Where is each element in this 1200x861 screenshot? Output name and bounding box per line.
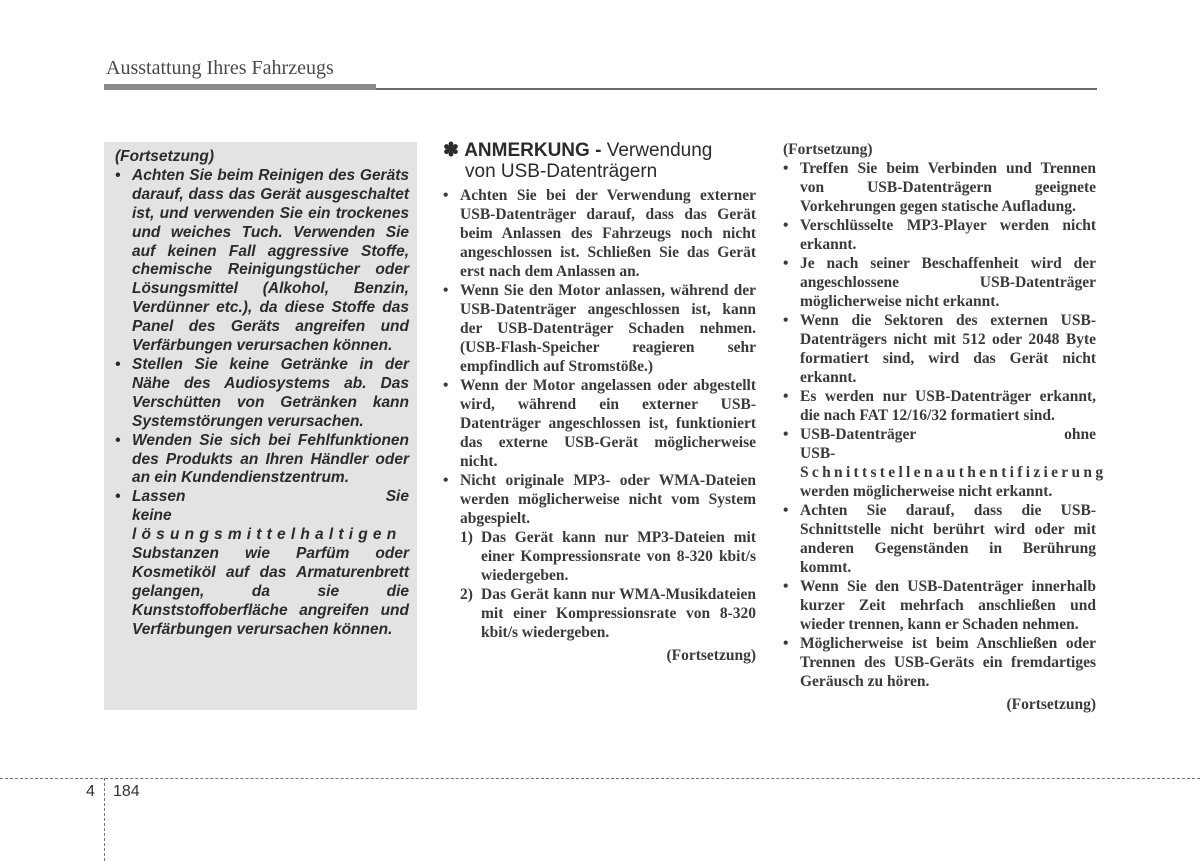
caution-item [115, 488, 409, 639]
sub-item-text: Das Gerät kann nur WMA-Musikdateien mit einer Kompressionsrate von 8-320 kbit/s wiedergeben. [481, 586, 756, 641]
usb-notes-column-continued [783, 140, 1107, 714]
sub-item-number: 2) [460, 586, 473, 603]
caution-list [115, 167, 409, 640]
note-heading-topic: Verwendung [606, 140, 713, 161]
usb-note-item: • Es werden nur USB-Datenträger erkannt, die nach FAT 12/16/32 formatiert sind. [783, 387, 1096, 425]
usb-notes-column [443, 140, 756, 665]
header-rule-thick [104, 84, 376, 90]
chapter-number: 4 [86, 783, 95, 800]
format-sub-item [460, 585, 756, 642]
usb-note-item [783, 425, 1107, 501]
sub-item-number: 1) [460, 529, 473, 546]
usb-note-item: • Wenn Sie den Motor anlassen, während der USB-Datenträger angeschlossen ist, kann der USB-Datenträger Schaden nehmen. (USB-Flash-Speicher reagieren sehr empfindlich auf Stromstöße.) [443, 281, 756, 376]
usb-note-item: • Wenn die Sektoren des externen USB-Datenträgers nicht mit 512 oder 2048 Byte formatiert sind, wird das Gerät nicht erkannt. [783, 311, 1096, 387]
section-title: Ausstattung Ihres Fahrzeugs [106, 57, 334, 79]
caution-item: • Stellen Sie keine Getränke in der Nähe des Audiosystems ab. Das Verschütten von Getränken kann Systemstörungen verursachen. [115, 356, 409, 432]
page-number: 184 [113, 783, 140, 800]
format-sub-list [460, 528, 756, 642]
format-sub-item [460, 528, 756, 585]
usb-note-item: • Treffen Sie beim Verbinden und Trennen von USB-Datenträgern geeignete Vorkehrungen gegen statische Aufladung. [783, 159, 1096, 216]
note-heading-label: ANMERKUNG - [464, 140, 602, 161]
usb-note-item: • Achten Sie darauf, dass die USB-Schnittstelle nicht berührt wird oder mit anderen Gegenständen in Berührung kommt. [783, 501, 1096, 577]
usb-note-item: • Je nach seiner Beschaffenheit wird der angeschlossene USB-Datenträger möglicherweise nicht erkannt. [783, 254, 1096, 311]
caution-item-part1: • Lassen Sie keine [132, 488, 409, 525]
usb-note-list [443, 186, 756, 642]
note-heading [443, 140, 756, 182]
continued-label: (Fortsetzung) [783, 141, 873, 158]
footer-vertical-divider [104, 778, 105, 861]
caution-item-part3: Substanzen wie Parfüm oder Kosmetiköl auf das Armaturenbrett gelangen, da sie die Kunststoffoberfläche angreifen und Verfärbungen verursachen können. [132, 545, 409, 638]
usb-note-item-line1: • USB-Datenträger ohne USB- [800, 426, 1096, 462]
note-heading-topic-line2: von USB-Datenträgern [465, 161, 658, 182]
usb-note-item [443, 471, 756, 642]
note-star-icon: ✽ [443, 140, 459, 161]
caution-item: • Achten Sie beim Reinigen des Geräts darauf, dass das Gerät ausgeschaltet ist, und verwenden Sie ein trockenes und weiches Tuch. Verwenden Sie auf keinen Fall aggressive Stoffe, chemische Reinigungstücher oder Lösungsmittel (Alkohol, Benzin, Verdünner etc.), da diese Stoffe das Panel des Geräts angreifen und Verfärbungen verursachen können. [115, 167, 409, 356]
caution-item-part2: lösungsmittelhaltigen [132, 526, 402, 544]
usb-note-item: • Wenn der Motor angelassen oder abgestellt wird, während ein externer USB-Datenträger angeschlossen ist, funktioniert das externe USB-Gerät möglicherweise nicht. [443, 376, 756, 471]
header-rule-thin [376, 88, 1097, 90]
continued-label: (Fortsetzung) [666, 647, 756, 664]
continued-label: (Fortsetzung) [115, 148, 215, 165]
continued-label: (Fortsetzung) [1006, 696, 1096, 713]
sub-item-text: Das Gerät kann nur MP3-Dateien mit einer Kompressionsrate von 8-320 kbit/s wiedergeben. [481, 529, 756, 584]
usb-note-item: • Achten Sie bei der Verwendung externer USB-Datenträger darauf, dass das Gerät beim Anlassen des Fahrzeugs noch nicht angeschlossen ist. Schließen Sie das Gerät erst nach dem Anlassen an. [443, 186, 756, 281]
caution-item-line1 [132, 488, 409, 526]
footer-divider [0, 778, 1200, 779]
usb-note-list [783, 159, 1107, 691]
usb-note-item: • Verschlüsselte MP3-Player werden nicht erkannt. [783, 216, 1096, 254]
usb-note-item-text: Nicht originale MP3- oder WMA-Dateien werden möglicherweise nicht vom System abgespielt. [460, 472, 756, 527]
usb-note-item-line3: werden möglicherweise nicht erkannt. [800, 483, 1053, 500]
caution-item: • Wenden Sie sich bei Fehlfunktionen des Produkts an Ihren Händler oder an ein Kundendienstzentrum. [115, 432, 409, 489]
usb-note-item-line2: Schnittstellenauthentifizierung [800, 464, 1107, 481]
usb-note-item: • Möglicherweise ist beim Anschließen oder Trennen des USB-Geräts ein fremdartiges Geräusch zu hören. [783, 634, 1096, 691]
caution-note-box [104, 142, 417, 710]
usb-note-item: • Wenn Sie den USB-Datenträger innerhalb kurzer Zeit mehrfach anschließen und wieder trennen, kann er Schaden nehmen. [783, 577, 1096, 634]
